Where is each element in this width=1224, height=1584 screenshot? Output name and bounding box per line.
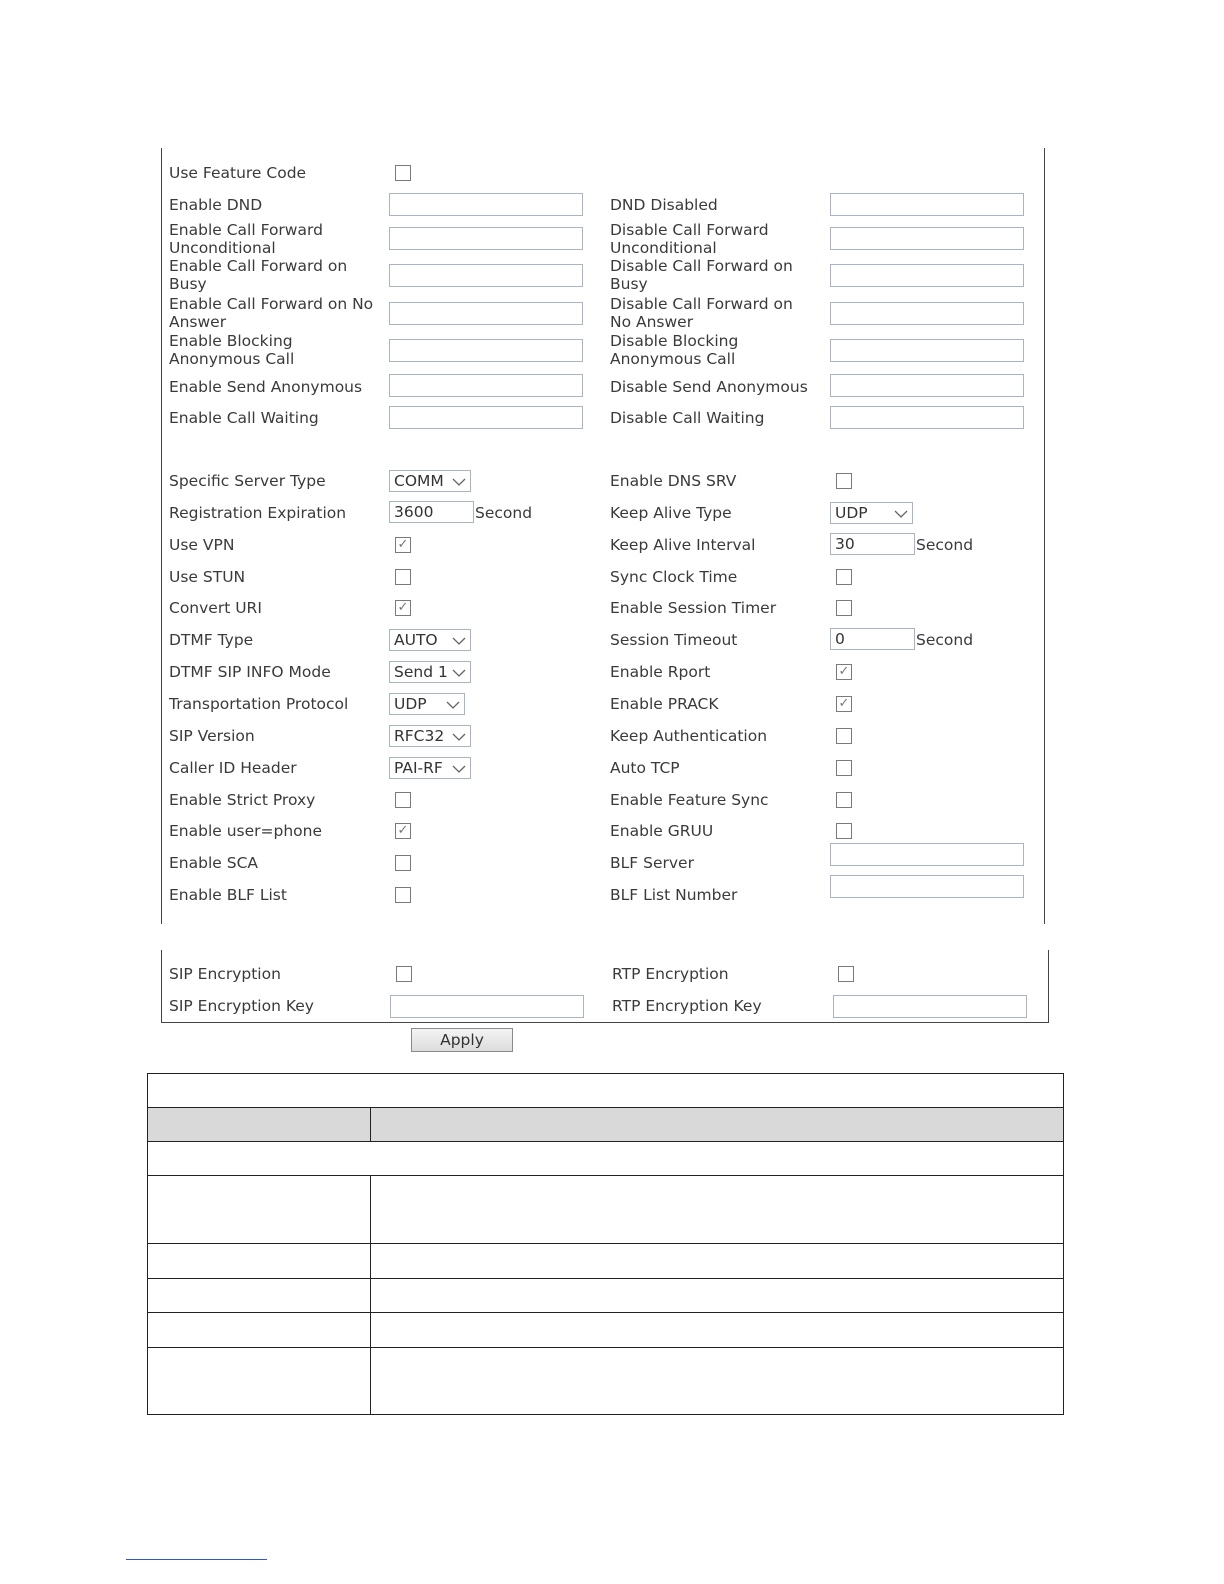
setting-label: Caller ID Header (169, 758, 297, 777)
code-row-left-label: Enable Call Forward Unconditional (169, 221, 323, 257)
rtp-encryption-key-input[interactable] (833, 995, 1027, 1018)
setting-label: Use STUN (169, 567, 246, 586)
setting-unit-label: Second (916, 535, 974, 554)
setting-checkbox[interactable] (395, 569, 411, 585)
code-row-left-input[interactable] (389, 193, 583, 216)
setting-checkbox[interactable]: ✓ (836, 696, 852, 712)
setting-select[interactable] (389, 757, 471, 779)
code-row-left-label: Enable DND (169, 196, 263, 214)
chevron-down-icon (451, 630, 467, 650)
use-feature-code-checkbox[interactable] (395, 165, 411, 181)
code-row-right-label: Disable Send Anonymous (610, 378, 808, 396)
table-row (370, 1347, 1064, 1415)
sip-encryption-label: SIP Encryption (169, 965, 281, 983)
code-row-right-input[interactable] (830, 193, 1024, 216)
setting-label: BLF List Number (610, 886, 738, 905)
setting-label: Transportation Protocol (169, 694, 349, 713)
code-row-right-label: Disable Call Waiting (610, 409, 765, 427)
setting-select[interactable] (389, 693, 465, 715)
table-row (147, 1347, 371, 1415)
enc-border-bottom (161, 1022, 1049, 1023)
setting-label: Keep Alive Type (610, 503, 732, 522)
code-row-left-input[interactable] (389, 374, 583, 397)
chevron-down-icon (451, 758, 467, 778)
enc-border-left (161, 950, 162, 1023)
setting-label: Specific Server Type (169, 472, 326, 490)
rtp-encryption-checkbox[interactable] (838, 966, 854, 982)
code-row-right-label: Disable Call Forward on No Answer (610, 295, 793, 331)
setting-label: Enable user=phone (169, 822, 323, 841)
setting-text-input[interactable]: 3600 (389, 501, 474, 523)
setting-wide-input[interactable] (830, 843, 1024, 866)
code-row-right-input[interactable] (830, 264, 1024, 287)
setting-label: Keep Alive Interval (610, 535, 756, 554)
setting-checkbox[interactable] (836, 792, 852, 808)
setting-select-value: COMM (394, 472, 444, 490)
setting-checkbox[interactable] (836, 823, 852, 839)
setting-label: Enable DNS SRV (610, 472, 737, 490)
table-row (147, 1243, 371, 1279)
code-row-right-label: Disable Blocking Anonymous Call (610, 332, 739, 368)
setting-checkbox[interactable] (395, 887, 411, 903)
code-row-right-input[interactable] (830, 339, 1024, 362)
table-title-row (147, 1073, 1064, 1108)
chevron-down-icon (893, 503, 909, 523)
rtp-encryption-key-label: RTP Encryption Key (612, 997, 762, 1015)
setting-label: Enable PRACK (610, 694, 719, 713)
table-header-cell-2 (370, 1107, 1064, 1142)
setting-select[interactable] (389, 725, 471, 747)
setting-checkbox[interactable]: ✓ (395, 823, 411, 839)
code-row-left-label: Enable Send Anonymous (169, 378, 363, 396)
setting-checkbox[interactable] (836, 569, 852, 585)
rtp-encryption-label: RTP Encryption (612, 965, 729, 983)
sip-encryption-key-label: SIP Encryption Key (169, 997, 314, 1015)
setting-label: Enable GRUU (610, 822, 714, 841)
setting-checkbox[interactable]: ✓ (395, 600, 411, 616)
setting-label: Keep Authentication (610, 726, 768, 745)
setting-checkbox[interactable] (395, 792, 411, 808)
code-row-left-input[interactable] (389, 302, 583, 325)
setting-select[interactable] (389, 661, 471, 683)
code-row-left-label: Enable Call Forward on No Answer (169, 295, 374, 331)
code-row-left-label: Enable Call Waiting (169, 409, 319, 427)
setting-wide-input[interactable] (830, 875, 1024, 898)
code-row-left-input[interactable] (389, 264, 583, 287)
setting-unit-label: Second (916, 631, 974, 650)
code-row-right-input[interactable] (830, 374, 1024, 397)
code-row-left-label: Enable Call Forward on Busy (169, 257, 348, 293)
setting-select[interactable] (389, 470, 471, 492)
setting-label: Enable SCA (169, 854, 258, 873)
code-row-right-label: Disable Call Forward Unconditional (610, 221, 769, 257)
chevron-down-icon (451, 662, 467, 682)
table-row (147, 1312, 371, 1348)
setting-label: Enable BLF List (169, 886, 287, 905)
setting-checkbox[interactable]: ✓ (395, 537, 411, 553)
setting-label: Auto TCP (610, 758, 680, 777)
setting-label: DTMF Type (169, 631, 254, 650)
setting-select[interactable] (830, 502, 913, 524)
setting-text-input[interactable]: 0 (830, 628, 915, 650)
setting-select-value: RFC32 (394, 726, 445, 745)
use-feature-code-label: Use Feature Code (169, 164, 307, 182)
setting-select-value: Send 1 (394, 663, 448, 682)
table-row (370, 1312, 1064, 1348)
setting-checkbox[interactable] (395, 855, 411, 871)
chevron-down-icon (451, 726, 467, 746)
table-section-row (147, 1141, 1064, 1176)
code-row-left-input[interactable] (389, 406, 583, 429)
table-row (370, 1278, 1064, 1313)
setting-select-value: UDP (835, 503, 868, 522)
setting-label: DTMF SIP INFO Mode (169, 663, 331, 682)
setting-label: Sync Clock Time (610, 567, 738, 586)
setting-select-value: UDP (394, 694, 427, 713)
setting-label: Enable Feature Sync (610, 790, 769, 809)
setting-label: Enable Rport (610, 663, 711, 682)
code-row-left-input[interactable] (389, 227, 583, 250)
setting-label: BLF Server (610, 854, 694, 873)
table-row (147, 1278, 371, 1313)
sip-encryption-checkbox[interactable] (396, 966, 412, 982)
setting-checkbox[interactable] (836, 473, 852, 489)
apply-button[interactable]: Apply (411, 1028, 513, 1052)
table-row (370, 1243, 1064, 1279)
setting-unit-label: Second (475, 503, 533, 522)
setting-label: SIP Version (169, 726, 255, 745)
setting-label: Enable Session Timer (610, 599, 777, 618)
setting-checkbox[interactable] (836, 728, 852, 744)
code-row-left-label: Enable Blocking Anonymous Call (169, 332, 295, 368)
setting-checkbox[interactable] (836, 600, 852, 616)
setting-text-input[interactable]: 30 (830, 533, 915, 555)
footnote-rule (126, 1559, 267, 1560)
code-row-right-input[interactable] (830, 406, 1024, 429)
code-row-right-input[interactable] (830, 227, 1024, 250)
setting-checkbox[interactable] (836, 760, 852, 776)
code-row-right-label: DND Disabled (610, 196, 718, 214)
setting-select-value: PAI-RF (394, 758, 443, 777)
setting-label: Registration Expiration (169, 503, 347, 522)
setting-label: Use VPN (169, 535, 235, 554)
table-row (370, 1175, 1064, 1244)
enc-border-right (1048, 950, 1049, 1023)
setting-select-value: AUTO (394, 631, 438, 650)
setting-select[interactable] (389, 629, 471, 651)
form-border-right (1044, 148, 1045, 924)
setting-label: Session Timeout (610, 631, 738, 650)
setting-label: Convert URI (169, 599, 262, 618)
code-row-left-input[interactable] (389, 339, 583, 362)
setting-checkbox[interactable]: ✓ (836, 664, 852, 680)
table-header-cell-1 (147, 1107, 371, 1142)
code-row-right-label: Disable Call Forward on Busy (610, 257, 793, 293)
table-row (147, 1175, 371, 1244)
code-row-right-input[interactable] (830, 302, 1024, 325)
setting-label: Enable Strict Proxy (169, 790, 316, 809)
form-border-left (161, 148, 162, 924)
sip-encryption-key-input[interactable] (390, 995, 584, 1018)
chevron-down-icon (451, 471, 467, 491)
chevron-down-icon (445, 694, 461, 714)
